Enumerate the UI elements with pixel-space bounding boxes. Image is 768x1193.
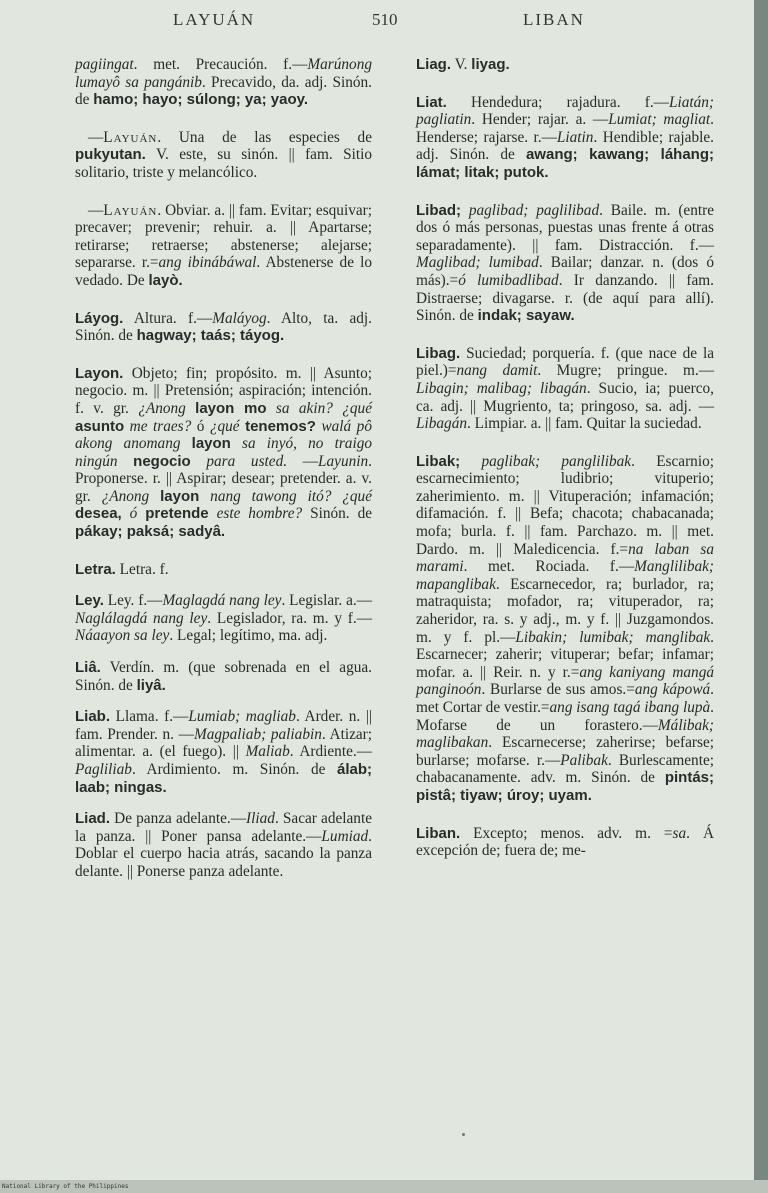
definition-text: ó: [196, 417, 210, 435]
synonym-term: pintás; pistâ; tiyaw; úroy; uyam.: [416, 769, 714, 804]
tagalog-text: Manglilibak; mapanglibak: [416, 558, 714, 593]
definition-text: Altura. f.—: [123, 309, 213, 327]
synonym-term: tenemos?: [245, 417, 316, 435]
dictionary-entry: [75, 592, 372, 645]
smallcaps-headword: Layuán: [103, 201, 158, 219]
tagalog-text: sa akin? ¿qué: [266, 399, 372, 417]
tagalog-text: ¿qué: [209, 417, 246, 435]
synonym-term: pukyutan.: [75, 146, 146, 164]
running-head-right: LIBAN: [523, 10, 585, 29]
definition-text: . Abstenerse de lo vedado. De: [75, 254, 372, 289]
tagalog-text: Layunin: [318, 452, 369, 470]
definition-text: . Hender; rajar. a. —: [471, 111, 609, 129]
tagalog-text: Lumiad: [321, 827, 369, 845]
tagalog-text: Maláyog: [212, 309, 267, 327]
definition-text: . met. Rociada. f.—: [463, 558, 635, 576]
tagalog-text: ang kápowá: [634, 681, 711, 699]
synonym-term: indak; sayaw.: [477, 307, 575, 325]
headword: Láyog.: [75, 309, 124, 327]
definition-text: . Legislar. a.—: [281, 592, 372, 610]
tagalog-text: Liatin: [556, 128, 594, 146]
scan-edge: [754, 0, 768, 1193]
definition-text: Llama. f.—: [110, 708, 189, 726]
definition-text: . Burlescamente; chabacanamente. adv. m. Sinón. de: [416, 751, 714, 787]
definition-text: . Ardiente.—: [289, 743, 372, 761]
synonym-term: layò.: [148, 271, 183, 289]
synonym-term: liyâ.: [136, 676, 166, 694]
headword: Letra.: [75, 560, 116, 578]
definition-text: . Obviar. a. || fam. Evitar; esquivar; precaver; prevenir; rehuir. a. || Apartarse; retirarse; retraerse; abstenerse; alejarse; separarse. r.=: [75, 201, 372, 272]
synonym-term: álab; laab; ningas.: [75, 761, 372, 796]
dictionary-entry: [75, 129, 372, 182]
synonym-term: layon: [191, 435, 231, 453]
synonym-term: negocio: [133, 452, 191, 470]
dictionary-entry: [75, 561, 372, 579]
tagalog-text: para usted.: [190, 452, 288, 470]
tagalog-text: este hombre?: [208, 505, 303, 523]
tagalog-text: Naglálagdá nang ley: [75, 609, 208, 627]
dictionary-entry: [416, 345, 714, 433]
tagalog-text: Libagán: [416, 415, 467, 433]
tagalog-text: pagiingat: [75, 56, 134, 73]
definition-text: . Doblar el cuerpo hacia atrás, sacando la panza delante. || Ponerse panza adelante.: [75, 827, 372, 880]
definition-text: . Á excepción de; fuera de; me-: [416, 824, 714, 860]
ink-speck: [462, 1133, 465, 1136]
tagalog-text: nang tawong itó? ¿qué: [199, 487, 372, 505]
definition-text: . Alto, ta. adj. Sinón. de: [75, 309, 372, 345]
synonym-term: liyag.: [471, 56, 510, 73]
definition-text: . Ardimiento. m. Sinón. de: [131, 761, 337, 778]
dictionary-entry: [75, 365, 372, 541]
tagalog-text: Maliab: [245, 743, 290, 761]
footer-credit: National Library of the Philippines: [2, 1183, 129, 1190]
synonym-term: asunto: [75, 417, 125, 435]
definition-text: . Proponerse. r. || Aspirar; desear; pretender. a. v. gr.: [75, 452, 372, 505]
dictionary-entry: [75, 659, 372, 694]
definition-text: Sinón. de: [302, 505, 373, 523]
tagalog-text: Pagliliab: [75, 761, 132, 778]
tagalog-text: Lumiab; magliab: [188, 708, 296, 726]
tagalog-text: Iliad: [246, 810, 275, 828]
dictionary-entry: [75, 810, 372, 880]
tagalog-text: Lumiat; magliat: [608, 111, 711, 129]
headword: Liag.: [416, 56, 452, 73]
tagalog-text: Palibak: [560, 751, 608, 769]
definition-text: Suciedad; porquería. f. (que nace de la piel.)=: [416, 344, 714, 380]
headword: Ley.: [75, 592, 104, 610]
definition-text: . Arder. n. || fam. Prender. n. —: [75, 708, 372, 743]
headword: Liat.: [416, 93, 447, 111]
definition-text: V.: [451, 56, 472, 73]
definition-text: —: [88, 201, 104, 219]
dictionary-entry: [416, 202, 714, 325]
dictionary-entry: [416, 453, 714, 805]
definition-text: Letra. f.: [115, 560, 169, 578]
tagalog-text: walá pô akong anomang: [75, 417, 372, 453]
tagalog-text: ó: [121, 505, 146, 523]
headword: Liban.: [416, 824, 461, 842]
tagalog-text: Liatán; pagliatin: [416, 93, 714, 129]
tagalog-text: Málibak; maglibakan: [416, 716, 714, 752]
definition-text: Hendedura; rajadura. f.—: [446, 93, 669, 111]
tagalog-text: Marúnong lumayô sa pangánib: [75, 56, 372, 91]
definition-text: . Mugre; pringue. m.—: [537, 362, 715, 380]
definition-text: . Una de las especies de: [157, 128, 372, 146]
definition-text: . Henderse; rajarse. r.—: [416, 111, 714, 146]
definition-text: . Atizar; alimentar. a. (el fuego). ||: [75, 725, 373, 761]
headword: Libag.: [416, 344, 461, 362]
definition-text: . Escarnio; escarnecimiento; ludibrio; vituperio; zaherimiento. m. || Vituperación; infamación; difamación. f. || Befa; chacota; chabacanada; mofa; burla. f. || fam. Parchazo. m. || met. Dardo. m. || Maledicencia. f.=: [416, 452, 714, 558]
definition-text: . Precavido, da. adj. Sinón. de: [75, 73, 372, 109]
right-column: [416, 56, 714, 880]
definition-text: Verdín. m. (que sobrenada en el agua. Sinón. de: [75, 659, 372, 694]
definition-text: . Ir danzando. || fam. Distraerse; divagarse. r. (de aquí para allí). Sinón. de: [416, 271, 714, 325]
dictionary-entry: [75, 202, 372, 290]
tagalog-text: sa inyó, no traigo ningún: [75, 435, 372, 470]
definition-text: Ley. f.—: [103, 592, 163, 610]
definition-text: . Hendible; rajable. adj. Sinón. de: [416, 128, 714, 164]
dictionary-entry: [416, 825, 714, 860]
tagalog-text: ¿Anong: [101, 487, 161, 505]
synonym-term: hamo; hayo; súlong; ya; yaoy.: [93, 91, 309, 109]
dictionary-entry: [416, 94, 714, 182]
definition-text: . Mofarse de un forastero.—: [416, 699, 714, 734]
definition-text: . Legislador, ra. m. y f.—: [207, 609, 372, 627]
definition-text: . Sucio, ia; puerco, ca. adj. || Mugriento, ta; pringoso, sa. adj. —: [416, 379, 714, 415]
headword: Libad;: [416, 201, 461, 219]
headword: Libak;: [416, 452, 461, 470]
tagalog-text: ang isang tagá ibang lupà: [549, 699, 711, 716]
tagalog-text: paglibak; panglilibak: [460, 452, 632, 470]
tagalog-text: ang ibinábáwal: [158, 254, 257, 272]
tagalog-text: ¿Anong: [138, 399, 196, 417]
tagalog-text: Libakin; lumibak; manglibak: [515, 628, 711, 646]
definition-text: . Legal; legítimo, ma. adj.: [169, 627, 328, 645]
tagalog-text: Maglagdá nang ley: [162, 592, 282, 610]
tagalog-text: Náaayon sa ley: [75, 627, 170, 645]
tagalog-text: me traes?: [124, 417, 197, 435]
dictionary-entry: [75, 708, 372, 796]
tagalog-text: Libagin; malibag; libagán: [416, 379, 587, 397]
dictionary-entry: [75, 56, 372, 109]
definition-text: Objeto; fin; propósito. m. || Asunto; negocio. m. || Pretensión; aspiración; intención. f. v. gr.: [75, 364, 372, 417]
definition-text: . Burlarse de sus amos.=: [481, 681, 635, 699]
synonym-term: pákay; paksá; sadyâ.: [75, 523, 226, 541]
headword: Liad.: [75, 810, 111, 828]
definition-text: . Sacar adelante la panza. || Poner pansa adelante.—: [75, 810, 372, 845]
headword: Liâ.: [75, 659, 101, 677]
definition-text: . Baile. m. (entre dos ó más personas, puestas unas frente á otras separadamente). || fam. Distracción. f.—: [416, 201, 714, 254]
definition-text: . Bailar; danzar. n. (dos ó más).=: [416, 254, 714, 289]
smallcaps-headword: Layuán: [103, 128, 158, 146]
synonym-term: awang; kawang; láhang; lámat; litak; putok.: [416, 146, 715, 181]
definition-text: . met Cortar de vestir.=: [416, 681, 714, 716]
definition-text: . Escarnecerse; zaherirse; befarse; burlarse; mofarse. r.—: [416, 734, 714, 769]
dictionary-entry: [75, 310, 372, 345]
tagalog-text: nang damit: [456, 362, 538, 380]
dictionary-entry: [416, 56, 714, 74]
definition-text: V. este, su sinón. || fam. Sitio solitario, triste y melancólico.: [75, 146, 372, 181]
definition-text: Excepto; menos. adv. m. =: [460, 824, 673, 842]
synonym-term: layon: [160, 487, 200, 505]
running-head-left: LAYUÁN: [173, 10, 256, 29]
page-number: 510: [372, 10, 398, 29]
headword: Liab.: [75, 708, 111, 726]
synonym-term: pretende: [145, 505, 209, 523]
definition-text: . Limpiar. a. || fam. Quitar la suciedad.: [467, 415, 702, 433]
synonym-term: hagway; taás; táyog.: [136, 327, 285, 345]
headword: Layon.: [75, 364, 124, 382]
synonym-term: desea,: [75, 505, 122, 523]
definition-text: . Escarnecer; zaherir; vituperar; befar; infamar; mofar. a. || Reir. n. y r.=: [416, 628, 714, 681]
left-column: [75, 56, 372, 895]
definition-text: De panza adelante.—: [110, 810, 247, 828]
definition-text: —: [287, 452, 319, 470]
definition-text: . Escarnecedor, ra; burlador, ra; matraquista; mofador, ra; vituperador, ra; zaheridor, ra. s. y adj., m. y f. || Juzgamondos. m. y f. pl.—: [416, 575, 714, 646]
definition-text: . met. Precaución. f.—: [133, 56, 308, 73]
tagalog-text: ang kaniyang mangá panginoón: [416, 663, 715, 699]
tagalog-text: paglibad; paglilibad: [461, 201, 600, 219]
tagalog-text: ó lumibadlibad: [458, 271, 559, 289]
tagalog-text: sa: [672, 824, 687, 842]
tagalog-text: na laban sa marami: [416, 540, 715, 576]
synonym-term: layon mo: [195, 399, 267, 417]
tagalog-text: Maglibad; lumibad: [416, 254, 539, 272]
definition-text: —: [88, 128, 104, 146]
tagalog-text: Magpaliab; paliabin: [193, 725, 322, 743]
